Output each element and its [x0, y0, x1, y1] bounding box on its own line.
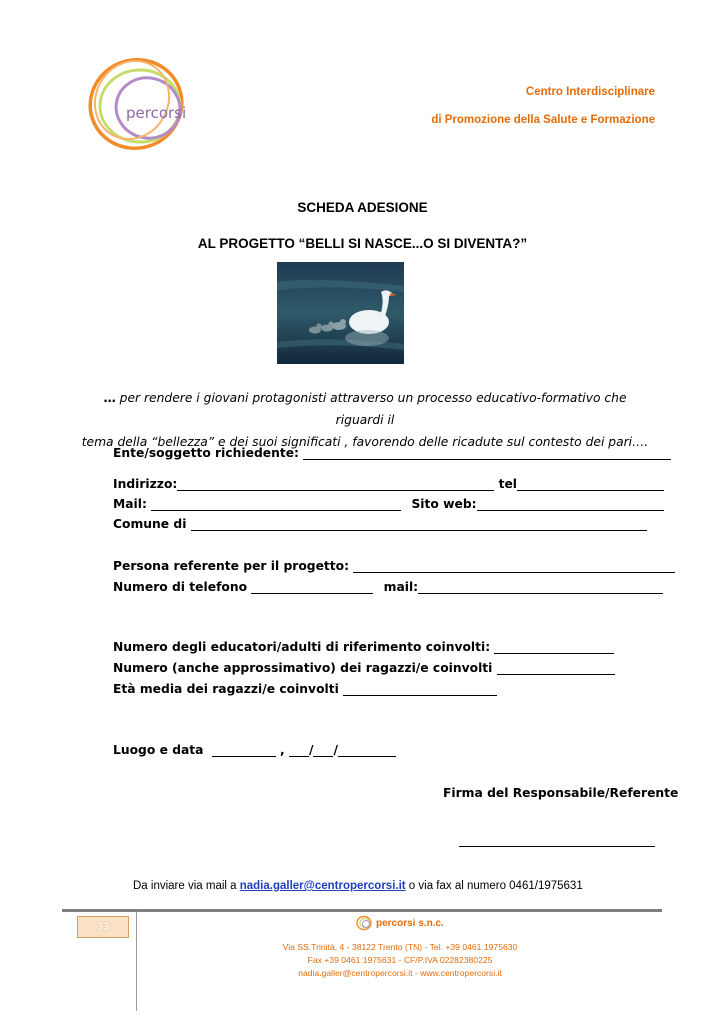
footer-address-3: nadia.galler@centropercorsi.it - www.centropercorsi.it: [298, 968, 502, 978]
label-ente: Ente/soggetto richiedente:: [113, 446, 299, 460]
label-ragazzi: Numero (anche approssimativo) dei ragazzi/e coinvolti: [113, 661, 493, 675]
input-year[interactable]: [338, 743, 396, 757]
label-luogo: Luogo e data: [113, 743, 204, 757]
label-eta: Età media dei ragazzi/e coinvolti: [113, 682, 339, 696]
intro-line-1: per rendere i giovani protagonisti attraverso un processo educativo-formativo che riguardi il: [115, 391, 627, 427]
field-referente: [113, 559, 675, 573]
input-eta[interactable]: [343, 682, 497, 696]
footer-logo-icon: [355, 915, 373, 931]
label-educatori: Numero degli educatori/adulti di riferimento coinvolti:: [113, 640, 491, 654]
input-educatori[interactable]: [494, 640, 614, 654]
logo-text: percorsi: [126, 104, 187, 122]
field-educatori: [113, 640, 614, 654]
signature-label: Firma del Responsabile/Referente: [443, 786, 679, 800]
input-mail2[interactable]: [418, 580, 663, 594]
label-comune: Comune di: [113, 517, 187, 531]
input-day[interactable]: [289, 743, 309, 757]
input-comune[interactable]: [191, 517, 647, 531]
label-telefono: Numero di telefono: [113, 580, 248, 594]
send-email-link[interactable]: nadia.galler@centropercorsi.it: [239, 880, 406, 892]
label-mail2: mail:: [383, 580, 419, 594]
signature-line[interactable]: [459, 846, 655, 847]
date-slash-1: /: [308, 743, 314, 757]
label-referente: Persona referente per il progetto:: [113, 559, 350, 573]
field-mail: [113, 497, 664, 511]
percorsi-logo: [78, 52, 198, 162]
input-luogo[interactable]: [212, 743, 276, 757]
form-title: SCHEDA ADESIONE: [297, 200, 428, 215]
send-suffix: o via fax al numero 0461/1975631: [405, 880, 583, 892]
intro-line-2: tema della “bellezza” e dei suoi significati , favorendo delle ricadute sul contesto dei pari.…: [81, 435, 649, 449]
footer-vertical-divider: [136, 911, 137, 1011]
field-indirizzo: [113, 477, 664, 491]
field-eta: [113, 682, 497, 696]
date-slash-2: /: [333, 743, 338, 757]
page-number: 33: [77, 916, 129, 938]
input-ente[interactable]: [303, 446, 671, 460]
field-luogo-data: [113, 743, 396, 757]
input-telefono[interactable]: [251, 580, 373, 594]
send-instructions: [133, 880, 583, 892]
label-indirizzo: Indirizzo:: [113, 477, 178, 491]
field-telefono: [113, 580, 663, 594]
swan-photo: [277, 262, 404, 364]
intro-ellipsis: …: [103, 391, 116, 405]
input-month[interactable]: [313, 743, 333, 757]
label-mail: Mail:: [113, 497, 147, 511]
input-ragazzi[interactable]: [497, 661, 615, 675]
footer-divider: [62, 909, 662, 912]
intro-text: [80, 387, 650, 453]
input-referente[interactable]: [353, 559, 675, 573]
field-comune: [113, 517, 647, 531]
field-ente: [113, 446, 671, 460]
input-tel[interactable]: [517, 477, 664, 491]
luogo-separator: ,: [280, 743, 285, 757]
input-sito[interactable]: [477, 497, 664, 511]
project-title: AL PROGETTO “BELLI SI NASCE...O SI DIVENTA?”: [197, 236, 528, 251]
label-sito: Sito web:: [411, 497, 477, 511]
input-mail[interactable]: [151, 497, 401, 511]
label-tel: tel: [498, 477, 518, 491]
footer-address-1: Via SS.Trinità, 4 - 38122 Trento (TN) - Tel. +39 0461 1975630: [282, 942, 518, 952]
field-ragazzi: [113, 661, 615, 675]
org-line-1: Centro Interdisciplinare: [525, 86, 655, 98]
send-prefix: Da inviare via mail a: [133, 880, 240, 892]
input-indirizzo[interactable]: [177, 477, 494, 491]
org-line-2: di Promozione della Salute e Formazione: [431, 114, 655, 126]
footer-address-2: Fax +39 0461 1975631 - CF/P.IVA 02282380225: [307, 955, 493, 965]
footer-company: [355, 915, 444, 931]
footer-company-name: percorsi s.n.c.: [376, 917, 444, 929]
